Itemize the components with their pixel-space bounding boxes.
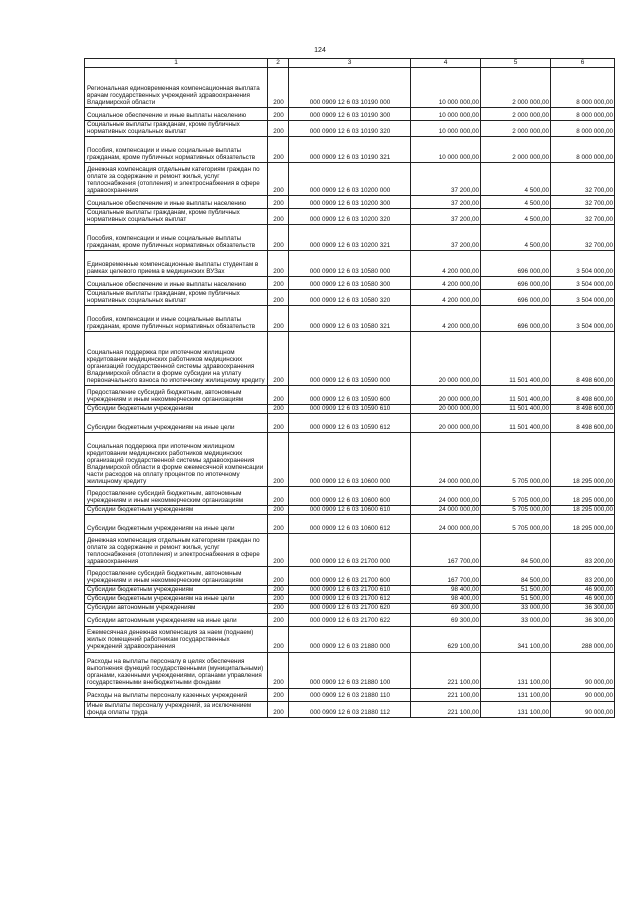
column-header: 1	[85, 59, 268, 68]
row-classification: 000 0909 12 6 03 10580 300	[289, 277, 411, 290]
row-value-executed: 5 705 000,00	[481, 433, 551, 487]
row-value-approved: 37 200,00	[411, 163, 481, 196]
table-row	[85, 306, 615, 332]
table-row	[85, 433, 615, 487]
row-value-executed: 2 000 000,00	[481, 68, 551, 108]
row-name: Ежемесячная денежная компенсация за наем (поднаем) жилых помещений работникам государственных учреждений здравоохранения	[85, 626, 268, 652]
row-name: Субсидии бюджетным учреждениям	[85, 586, 268, 595]
row-value-remaining: 18 295 000,00	[551, 487, 615, 506]
row-name: Предоставление субсидий бюджетным, автономным учреждениям и иным некоммерческим организациям	[85, 386, 268, 405]
row-value-executed: 84 500,00	[481, 567, 551, 586]
row-value-approved: 10 000 000,00	[411, 137, 481, 163]
row-name: Субсидии бюджетным учреждениям	[85, 405, 268, 414]
row-value-executed: 5 705 000,00	[481, 506, 551, 515]
row-value-approved: 69 300,00	[411, 613, 481, 626]
row-value-approved: 98 400,00	[411, 586, 481, 595]
row-classification: 000 0909 12 6 03 21880 112	[289, 701, 411, 717]
table-row	[85, 613, 615, 626]
row-value-approved: 221 100,00	[411, 701, 481, 717]
row-code: 200	[268, 487, 289, 506]
row-classification: 000 0909 12 6 03 10190 000	[289, 68, 411, 108]
row-name: Субсидии бюджетным учреждениям на иные цели	[85, 414, 268, 433]
row-name: Социальная поддержка при ипотечном жилищном кредитовании медицинских работников медицинских организаций государственной системы здравоохранения Владимирской области в форме субсидии на уплату первоначального взноса по ипотечному жилищному кредиту	[85, 332, 268, 386]
row-code: 200	[268, 251, 289, 277]
row-name: Пособия, компенсации и иные социальные выплаты гражданам, кроме публичных нормативных обязательств	[85, 306, 268, 332]
row-name: Предоставление субсидий бюджетным, автономным учреждениям и иным некоммерческим организациям	[85, 487, 268, 506]
row-value-approved: 4 200 000,00	[411, 290, 481, 306]
row-value-remaining: 36 300,00	[551, 613, 615, 626]
row-value-approved: 10 000 000,00	[411, 121, 481, 137]
row-value-executed: 33 000,00	[481, 613, 551, 626]
row-value-executed: 2 000 000,00	[481, 121, 551, 137]
row-code: 200	[268, 209, 289, 225]
row-classification: 000 0909 12 6 03 21700 000	[289, 534, 411, 567]
row-value-approved: 69 300,00	[411, 604, 481, 613]
table-row	[85, 251, 615, 277]
table-row	[85, 405, 615, 414]
row-value-remaining: 32 700,00	[551, 209, 615, 225]
row-name: Региональная единовременная компенсационная выплата врачам государственных учреждений здравоохранения Владимирской области	[85, 68, 268, 108]
table-row	[85, 626, 615, 652]
row-value-approved: 167 700,00	[411, 567, 481, 586]
row-value-remaining: 90 000,00	[551, 652, 615, 688]
row-classification: 000 0909 12 6 03 10190 300	[289, 108, 411, 121]
row-value-executed: 696 000,00	[481, 277, 551, 290]
row-name: Субсидии бюджетным учреждениям	[85, 506, 268, 515]
row-value-executed: 696 000,00	[481, 290, 551, 306]
row-value-approved: 24 000 000,00	[411, 515, 481, 534]
row-code: 200	[268, 586, 289, 595]
row-value-approved: 4 200 000,00	[411, 306, 481, 332]
row-value-approved: 20 000 000,00	[411, 332, 481, 386]
table-row	[85, 595, 615, 604]
row-value-approved: 98 400,00	[411, 595, 481, 604]
row-classification: 000 0909 12 6 03 10580 000	[289, 251, 411, 277]
row-classification: 000 0909 12 6 03 21700 620	[289, 604, 411, 613]
row-name: Социальное обеспечение и иные выплаты населению	[85, 108, 268, 121]
row-name: Предоставление субсидий бюджетным, автономным учреждениям и иным некоммерческим организациям	[85, 567, 268, 586]
row-value-remaining: 18 295 000,00	[551, 506, 615, 515]
row-value-executed: 4 500,00	[481, 209, 551, 225]
table-row	[85, 209, 615, 225]
row-classification: 000 0909 12 6 03 10580 320	[289, 290, 411, 306]
row-value-remaining: 8 498 600,00	[551, 332, 615, 386]
row-value-remaining: 8 000 000,00	[551, 121, 615, 137]
row-value-executed: 11 501 400,00	[481, 405, 551, 414]
row-code: 200	[268, 386, 289, 405]
row-value-remaining: 83 200,00	[551, 534, 615, 567]
page-number: 124	[314, 47, 326, 54]
row-name: Субсидии бюджетным учреждениям на иные цели	[85, 595, 268, 604]
row-code: 200	[268, 290, 289, 306]
column-header: 2	[268, 59, 289, 68]
row-value-executed: 696 000,00	[481, 306, 551, 332]
row-classification: 000 0909 12 6 03 10590 610	[289, 405, 411, 414]
table-row	[85, 163, 615, 196]
row-classification: 000 0909 12 6 03 21700 600	[289, 567, 411, 586]
row-classification: 000 0909 12 6 03 10600 612	[289, 515, 411, 534]
row-classification: 000 0909 12 6 03 21880 110	[289, 688, 411, 701]
row-code: 200	[268, 701, 289, 717]
row-value-remaining: 8 000 000,00	[551, 68, 615, 108]
row-value-approved: 10 000 000,00	[411, 68, 481, 108]
row-classification: 000 0909 12 6 03 21700 612	[289, 595, 411, 604]
row-value-approved: 4 200 000,00	[411, 277, 481, 290]
row-value-remaining: 3 504 000,00	[551, 251, 615, 277]
row-value-approved: 24 000 000,00	[411, 506, 481, 515]
row-code: 200	[268, 626, 289, 652]
table-row	[85, 688, 615, 701]
row-name: Субсидии бюджетным учреждениям на иные цели	[85, 515, 268, 534]
table-row	[85, 414, 615, 433]
table-row	[85, 196, 615, 209]
row-value-remaining: 18 295 000,00	[551, 515, 615, 534]
row-code: 200	[268, 515, 289, 534]
table-row	[85, 386, 615, 405]
row-classification: 000 0909 12 6 03 10200 300	[289, 196, 411, 209]
row-value-executed: 4 500,00	[481, 163, 551, 196]
row-code: 200	[268, 137, 289, 163]
row-name: Социальные выплаты гражданам, кроме публичных нормативных социальных выплат	[85, 290, 268, 306]
row-code: 200	[268, 414, 289, 433]
row-value-remaining: 8 498 600,00	[551, 414, 615, 433]
row-name: Иные выплаты персоналу учреждений, за исключением фонда оплаты труда	[85, 701, 268, 717]
row-classification: 000 0909 12 6 03 10200 000	[289, 163, 411, 196]
table-row	[85, 277, 615, 290]
row-value-remaining: 3 504 000,00	[551, 277, 615, 290]
row-value-executed: 696 000,00	[481, 251, 551, 277]
row-code: 200	[268, 225, 289, 251]
row-value-remaining: 8 498 600,00	[551, 405, 615, 414]
row-value-executed: 33 000,00	[481, 604, 551, 613]
column-header: 6	[551, 59, 615, 68]
row-value-executed: 4 500,00	[481, 196, 551, 209]
column-header: 4	[411, 59, 481, 68]
row-value-executed: 51 500,00	[481, 595, 551, 604]
row-value-approved: 221 100,00	[411, 688, 481, 701]
row-classification: 000 0909 12 6 03 21880 000	[289, 626, 411, 652]
row-value-executed: 5 705 000,00	[481, 515, 551, 534]
row-value-approved: 20 000 000,00	[411, 414, 481, 433]
row-value-remaining: 8 000 000,00	[551, 137, 615, 163]
row-classification: 000 0909 12 6 03 10590 600	[289, 386, 411, 405]
row-value-remaining: 46 900,00	[551, 595, 615, 604]
row-name: Социальные выплаты гражданам, кроме публичных нормативных социальных выплат	[85, 121, 268, 137]
row-value-approved: 20 000 000,00	[411, 386, 481, 405]
table-row	[85, 652, 615, 688]
row-value-remaining: 32 700,00	[551, 225, 615, 251]
row-code: 200	[268, 534, 289, 567]
row-code: 200	[268, 595, 289, 604]
row-value-approved: 20 000 000,00	[411, 405, 481, 414]
table-row	[85, 604, 615, 613]
row-code: 200	[268, 652, 289, 688]
row-name: Расходы на выплаты персоналу в целях обеспечения выполнения функций государственными (муниципальными) органами, казенными учреждениями, органами управления государственными внебюджетными фондами	[85, 652, 268, 688]
row-code: 200	[268, 306, 289, 332]
row-value-approved: 37 200,00	[411, 225, 481, 251]
row-value-executed: 84 500,00	[481, 534, 551, 567]
row-name: Субсидии автономным учреждениям	[85, 604, 268, 613]
row-value-executed: 341 100,00	[481, 626, 551, 652]
row-code: 200	[268, 688, 289, 701]
row-value-executed: 131 100,00	[481, 652, 551, 688]
row-value-remaining: 90 000,00	[551, 688, 615, 701]
table-header-row	[85, 59, 615, 68]
row-classification: 000 0909 12 6 03 10200 320	[289, 209, 411, 225]
row-value-executed: 11 501 400,00	[481, 414, 551, 433]
row-value-executed: 4 500,00	[481, 225, 551, 251]
table-row	[85, 290, 615, 306]
row-name: Социальное обеспечение и иные выплаты населению	[85, 196, 268, 209]
row-value-remaining: 8 498 600,00	[551, 386, 615, 405]
row-code: 200	[268, 121, 289, 137]
row-value-executed: 2 000 000,00	[481, 137, 551, 163]
row-code: 200	[268, 506, 289, 515]
column-header: 5	[481, 59, 551, 68]
row-value-approved: 37 200,00	[411, 209, 481, 225]
table-row	[85, 515, 615, 534]
row-code: 200	[268, 604, 289, 613]
row-code: 200	[268, 277, 289, 290]
row-value-approved: 10 000 000,00	[411, 108, 481, 121]
row-name: Социальная поддержка при ипотечном жилищном кредитовании медицинских работников медицинских организаций государственной системы здравоохранения Владимирской области в форме ежемесячной компенсации части расходов на оплату процентов по ипотечному жилищному кредиту	[85, 433, 268, 487]
table-row	[85, 701, 615, 717]
row-code: 200	[268, 613, 289, 626]
row-value-remaining: 46 900,00	[551, 586, 615, 595]
row-value-remaining: 83 200,00	[551, 567, 615, 586]
row-value-remaining: 8 000 000,00	[551, 108, 615, 121]
row-value-remaining: 32 700,00	[551, 196, 615, 209]
table-row	[85, 506, 615, 515]
row-classification: 000 0909 12 6 03 21700 622	[289, 613, 411, 626]
row-classification: 000 0909 12 6 03 10600 000	[289, 433, 411, 487]
table-row	[85, 108, 615, 121]
row-value-approved: 629 100,00	[411, 626, 481, 652]
row-value-executed: 11 501 400,00	[481, 386, 551, 405]
row-name: Денежная компенсация отдельным категориям граждан по оплате за содержание и ремонт жилья, услуг теплоснабжения (отопления) и электроснабжения в сфере здравоохранения	[85, 163, 268, 196]
table-row	[85, 68, 615, 108]
row-value-remaining: 3 504 000,00	[551, 290, 615, 306]
row-classification: 000 0909 12 6 03 10200 321	[289, 225, 411, 251]
row-code: 200	[268, 332, 289, 386]
table-row	[85, 534, 615, 567]
row-value-remaining: 288 000,00	[551, 626, 615, 652]
row-value-remaining: 90 000,00	[551, 701, 615, 717]
budget-table	[84, 58, 615, 718]
row-value-approved: 221 100,00	[411, 652, 481, 688]
row-value-approved: 37 200,00	[411, 196, 481, 209]
row-value-remaining: 36 300,00	[551, 604, 615, 613]
row-value-executed: 131 100,00	[481, 701, 551, 717]
row-value-remaining: 3 504 000,00	[551, 306, 615, 332]
table-row	[85, 332, 615, 386]
row-value-approved: 24 000 000,00	[411, 433, 481, 487]
row-name: Социальное обеспечение и иные выплаты населению	[85, 277, 268, 290]
row-code: 200	[268, 108, 289, 121]
row-value-remaining: 32 700,00	[551, 163, 615, 196]
row-name: Пособия, компенсации и иные социальные выплаты гражданам, кроме публичных нормативных обязательств	[85, 225, 268, 251]
table-row	[85, 567, 615, 586]
row-classification: 000 0909 12 6 03 10190 321	[289, 137, 411, 163]
table-row	[85, 121, 615, 137]
table-row	[85, 487, 615, 506]
row-name: Субсидии автономным учреждениям на иные цели	[85, 613, 268, 626]
row-code: 200	[268, 405, 289, 414]
table-row	[85, 586, 615, 595]
row-name: Пособия, компенсации и иные социальные выплаты гражданам, кроме публичных нормативных обязательств	[85, 137, 268, 163]
row-classification: 000 0909 12 6 03 10600 610	[289, 506, 411, 515]
row-value-executed: 11 501 400,00	[481, 332, 551, 386]
row-code: 200	[268, 163, 289, 196]
column-header: 3	[289, 59, 411, 68]
row-name: Денежная компенсация отдельным категориям граждан по оплате за содержание и ремонт жилья, услуг теплоснабжения (отопления) и электроснабжения в сфере здравоохранения	[85, 534, 268, 567]
row-classification: 000 0909 12 6 03 21880 100	[289, 652, 411, 688]
row-code: 200	[268, 196, 289, 209]
row-classification: 000 0909 12 6 03 21700 610	[289, 586, 411, 595]
row-classification: 000 0909 12 6 03 10190 320	[289, 121, 411, 137]
table-row	[85, 225, 615, 251]
row-value-executed: 51 500,00	[481, 586, 551, 595]
row-classification: 000 0909 12 6 03 10580 321	[289, 306, 411, 332]
row-code: 200	[268, 567, 289, 586]
row-code: 200	[268, 68, 289, 108]
row-classification: 000 0909 12 6 03 10590 000	[289, 332, 411, 386]
row-classification: 000 0909 12 6 03 10600 600	[289, 487, 411, 506]
row-value-executed: 131 100,00	[481, 688, 551, 701]
row-code: 200	[268, 433, 289, 487]
row-name: Единовременные компенсационные выплаты студентам в рамках целевого приема в медицинских ВУЗах	[85, 251, 268, 277]
row-name: Социальные выплаты гражданам, кроме публичных нормативных социальных выплат	[85, 209, 268, 225]
row-name: Расходы на выплаты персоналу казенных учреждений	[85, 688, 268, 701]
row-value-approved: 167 700,00	[411, 534, 481, 567]
row-value-remaining: 18 295 000,00	[551, 433, 615, 487]
row-value-approved: 4 200 000,00	[411, 251, 481, 277]
table-row	[85, 137, 615, 163]
row-classification: 000 0909 12 6 03 10590 612	[289, 414, 411, 433]
row-value-executed: 2 000 000,00	[481, 108, 551, 121]
row-value-executed: 5 705 000,00	[481, 487, 551, 506]
row-value-approved: 24 000 000,00	[411, 487, 481, 506]
